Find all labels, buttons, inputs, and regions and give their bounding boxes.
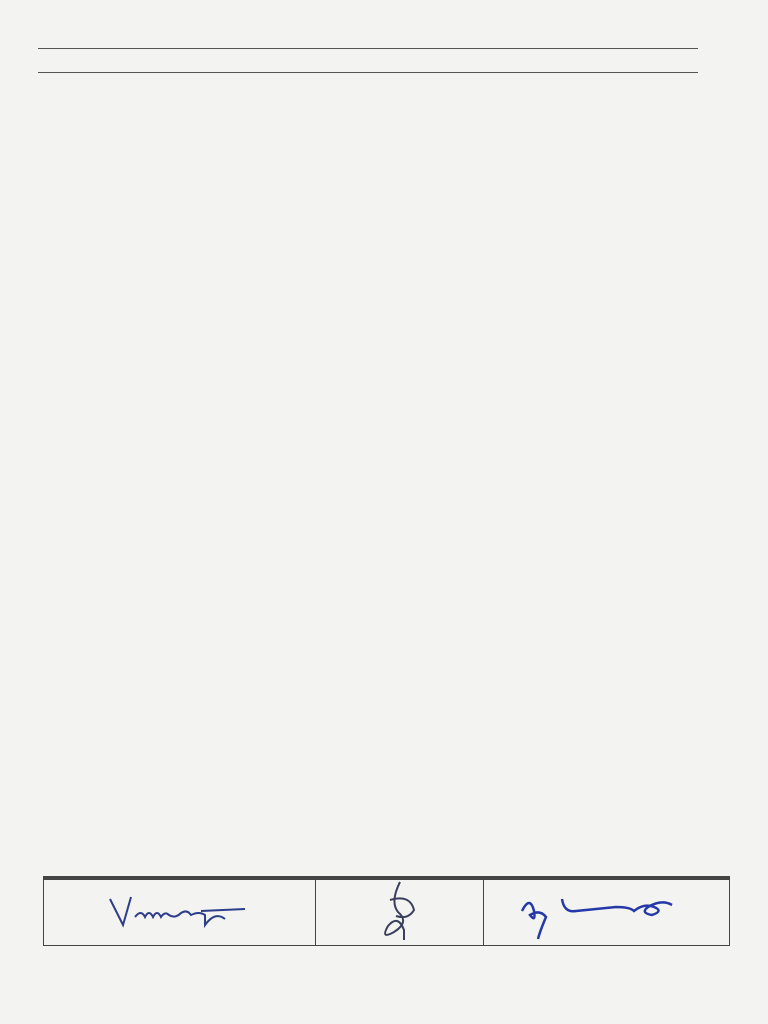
signature-setyo-icon [512,881,702,941]
checked-signature [316,880,484,946]
title-divider [38,48,698,49]
signature-table [43,876,730,946]
signature-virza-icon [105,889,255,934]
prepared-signature [44,880,316,946]
meta-divider [38,72,698,73]
signature-medi-icon [360,880,440,942]
approved-signature [484,880,730,946]
